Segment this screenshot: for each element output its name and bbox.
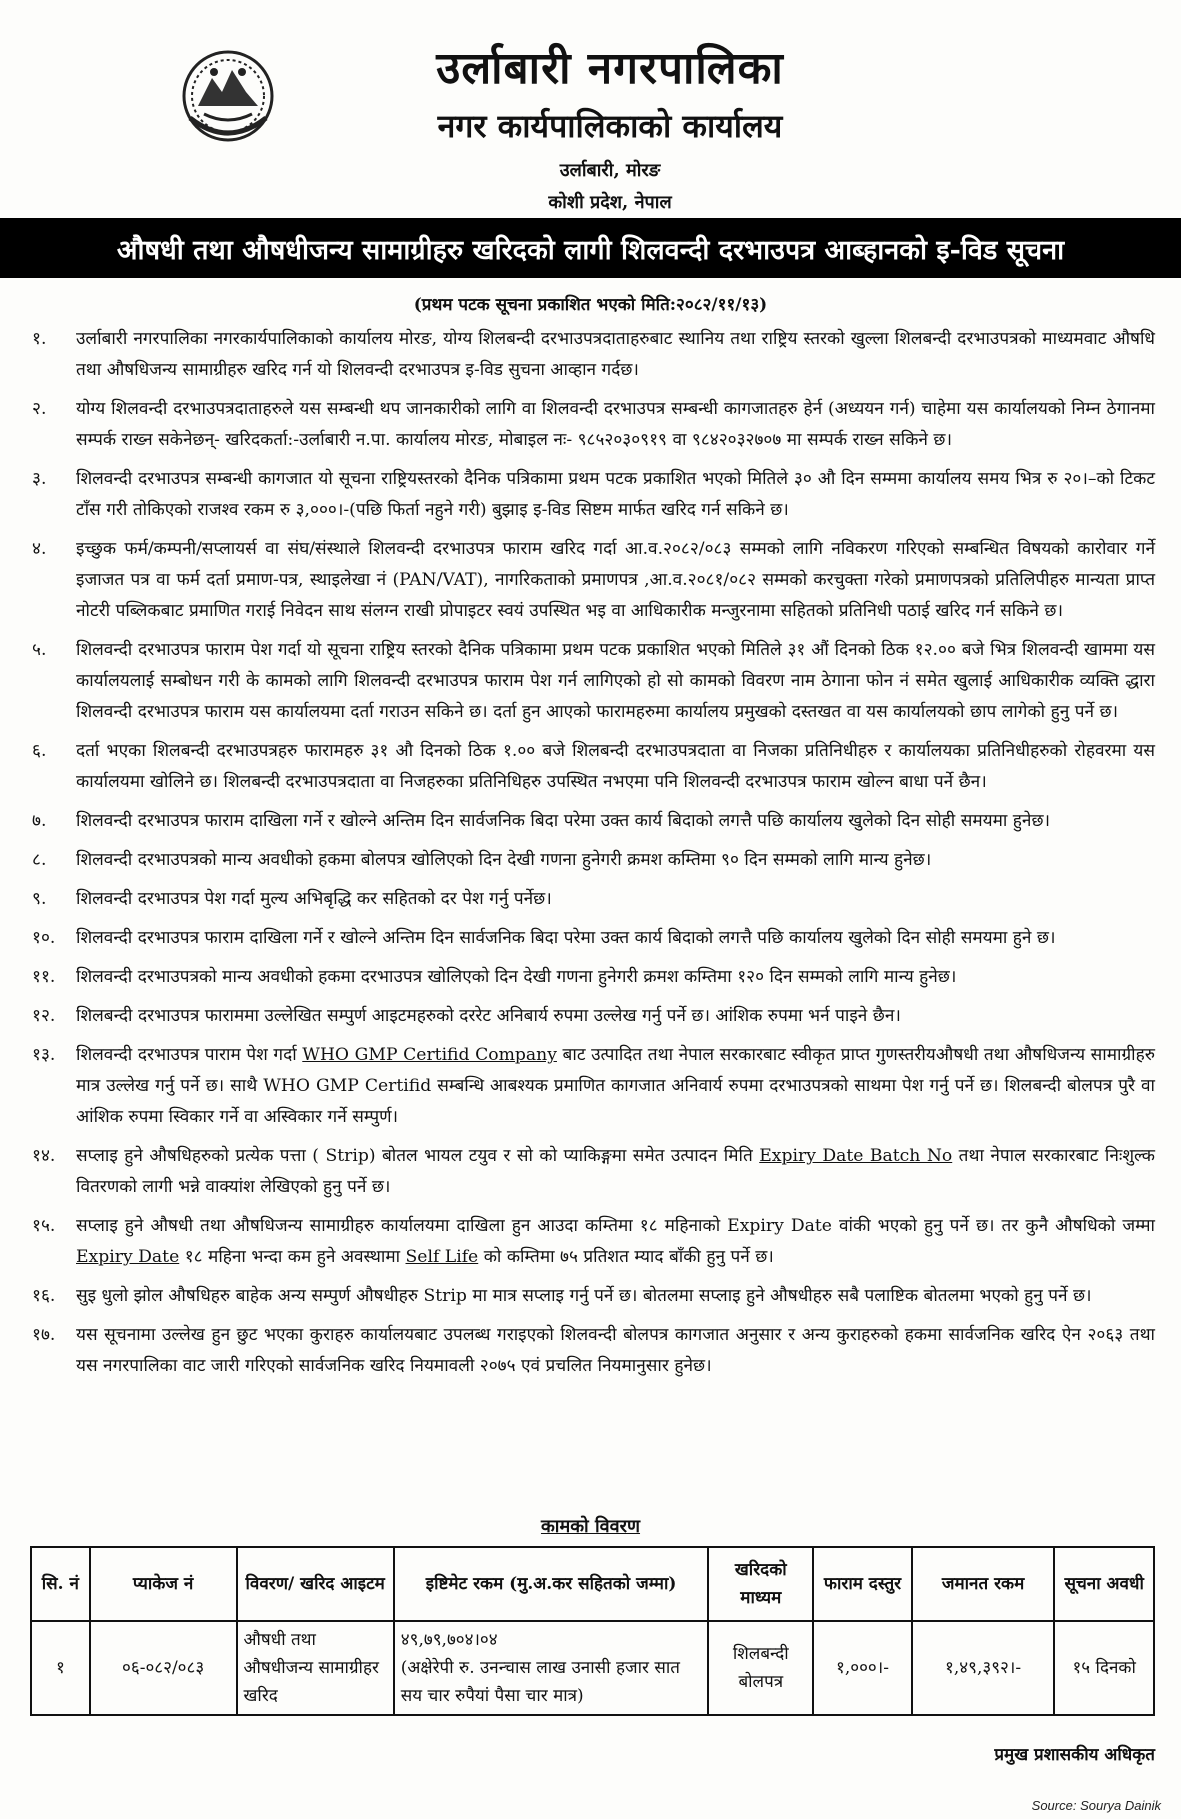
column-header: विवरण/ खरिद आइटम: [237, 1547, 394, 1621]
municipality-title: उर्लाबारी नगरपालिका: [436, 43, 784, 94]
item-number: ९.: [32, 889, 47, 909]
item-number: १३.: [32, 1045, 56, 1065]
item-text-part: सप्लाइ हुने औषधिहरुको प्रत्येक पत्ता ( Strip) बोतल भायल टयुव र सो को प्याकिङ्गमा समेत उत्पादन मिति: [76, 1146, 760, 1166]
item-text: दर्ता भएका शिलबन्दी दरभाउपत्रहरु फारामहरु ३१ औ दिनको ठिक १.०० बजे शिलबन्दी दरभाउपत्रदाता वा निजका प्रतिनिधीहरु र कार्यालयका प्रतिनिधीहरुको रोहवरमा यस कार्यालयमा खोलिने छ। शिलबन्दी दरभाउपत्रदाता वा निजहरुका प्रतिनिधिहरु उपस्थित नभएमा पनि शिलवन्दी दरभाउपत्र फाराम खोल्न बाधा पर्ने छैन।: [76, 741, 1155, 792]
item-number: ४.: [32, 539, 47, 559]
item-text-part: शिलवन्दी दरभाउपत्र पाराम पेश गर्दा: [76, 1045, 303, 1065]
item-number: २.: [32, 399, 47, 419]
cell-package: ०६-०८२/०८३: [90, 1621, 237, 1715]
item-text: शिलवन्दी दरभाउपत्र पेश गर्दा मुल्य अभिबृद्धि कर सहितको दर पेश गर्नु पर्नेछ।: [76, 889, 552, 909]
item-number: १६.: [32, 1286, 56, 1306]
work-details-table: [30, 1546, 1155, 1716]
column-header: इष्टिमेट रकम (मु.अ.कर सहितको जम्मा): [394, 1547, 709, 1621]
cell-security: १,४९,३९२।-: [912, 1621, 1055, 1715]
item-number: ३.: [32, 469, 47, 489]
list-item: [30, 534, 1155, 627]
cell-method: शिलबन्दी बोलपत्र: [708, 1621, 813, 1715]
address-line-1: उर्लाबारी, मोरङ: [559, 160, 661, 181]
item-text: [76, 1040, 1155, 1133]
item-text-part: तथा नेपाल सरकारबाट निःशुल्क वितरणको लागी भन्ने वाक्यांश लेखिएको हुनु पर्ने छ।: [76, 1146, 1156, 1197]
item-text: सुइ धुलो झोल औषधिहरु बाहेक अन्य सम्पुर्ण औषधीहरु Strip मा मात्र सप्लाइ गर्नु पर्ने छ। बोतलमा सप्लाइ हुने औषधीहरु सबै पलाष्टिक बोतलमा भएको हुनु पर्ने छ।: [76, 1286, 1092, 1306]
column-header: जमानत रकम: [912, 1547, 1055, 1621]
item-number: १.: [32, 329, 47, 349]
column-header: प्याकेज नं: [90, 1547, 237, 1621]
address-line-2: कोशी प्रदेश, नेपाल: [548, 192, 672, 213]
list-item: [30, 1141, 1155, 1203]
item-number: १२.: [32, 1006, 56, 1026]
notice-banner: औषधी तथा औषधीजन्य सामाग्रीहरु खरिदको लागी शिलवन्दी दरभाउपत्र आब्हानको इ-विड सूचना: [0, 218, 1181, 278]
list-item: [30, 845, 1155, 876]
underlined-text: Expiry Date Batch No: [759, 1146, 953, 1166]
estimate-amount: ४९,७९,७०४।०४: [400, 1630, 498, 1650]
list-item: [30, 736, 1155, 798]
list-item: [30, 1040, 1155, 1133]
table-row: [31, 1621, 1154, 1715]
item-text-part: सप्लाइ हुने औषधी तथा औषधिजन्य सामाग्रीहरु कार्यालयमा दाखिला हुन आउदा कम्तिमा १८ महिनाको Expiry Date वांकी भएको हुनु पर्ने छ। तर कुनै औषधिको जम्मा: [76, 1216, 1155, 1236]
underlined-text: WHO GMP Certifid Company: [302, 1045, 557, 1065]
underlined-text: Self Life: [405, 1247, 479, 1267]
work-table-title: [0, 1514, 1181, 1538]
item-number: ११.: [32, 967, 56, 987]
column-header: खरिदको माध्यम: [708, 1547, 813, 1621]
item-text: यस सूचनामा उल्लेख हुन छुट भएका कुराहरु कार्यालयबाट उपलब्ध गराइएको शिलवन्दी बोलपत्र कागजात अनुसार र अन्य कुराहरुको हकमा सार्वजनिक खरिद ऐन २०६३ तथा यस नगरपालिका वाट जारी गरिएको सार्वजनिक खरिद नियमावली २०७५ एवं प्रचलित नियमानुसार हुनेछ।: [76, 1325, 1155, 1376]
item-number: १७.: [32, 1325, 56, 1345]
item-text: उर्लाबारी नगरपालिका नगरकार्यपालिकाको कार्यालय मोरङ, योग्य शिलबन्दी दरभाउपत्रदाताहरुबाट स्थानिय तथा राष्ट्रिय स्तरको खुल्ला शिलबन्दी दरभाउपत्रको माध्यमवाट औषधि तथा औषधिजन्य सामाग्रीहरु खरिद गर्न यो शिलवन्दी दरभाउपत्र इ-विड सुचना आव्हान गर्दछ।: [76, 329, 1155, 380]
list-item: [30, 884, 1155, 915]
list-item: [30, 324, 1155, 386]
item-text: शिलवन्दी दरभाउपत्रको मान्य अवधीको हकमा बोलपत्र खोलिएको दिन देखी गणना हुनेगरी क्रमश कम्तिमा ९० दिन सम्मको लागि मान्य हुनेछ।: [76, 850, 932, 870]
notice-items: [30, 324, 1155, 1390]
work-table-title-text: कामको विवरण: [540, 1516, 641, 1537]
office-title: नगर कार्यपालिकाको कार्यालय: [437, 107, 783, 145]
item-text: [76, 1211, 1155, 1273]
cell-item: औषधी तथा औषधीजन्य सामाग्रीहर खरिद: [237, 1621, 394, 1715]
column-header: सूचना अवधी: [1054, 1547, 1154, 1621]
cell-fee: १,०००।-: [813, 1621, 912, 1715]
list-item: [30, 464, 1155, 526]
list-item: [30, 1281, 1155, 1312]
list-item: [30, 635, 1155, 728]
nepal-emblem-icon: [176, 48, 280, 144]
item-number: ६.: [32, 741, 47, 761]
item-text: शिलवन्दी दरभाउपत्र फाराम दाखिला गर्ने र खोल्ने अन्तिम दिन सार्वजनिक बिदा परेमा उक्त कार्य बिदाको लगत्तै पछि कार्यालय खुलेको दिन सोही समयमा हुनेछ।: [76, 811, 1051, 831]
item-text: [76, 1141, 1155, 1203]
cell-period: १५ दिनको: [1054, 1621, 1154, 1715]
underlined-text: Expiry Date: [76, 1247, 180, 1267]
list-item: [30, 923, 1155, 954]
list-item: [30, 1001, 1155, 1032]
source-credit: Source: Sourya Dainik: [1031, 1798, 1161, 1813]
list-item: [30, 1211, 1155, 1273]
item-number: ५.: [32, 640, 47, 660]
publication-date: (प्रथम पटक सूचना प्रकाशित भएको मिति:२०८२/११/१३): [413, 295, 768, 315]
item-text: शिलवन्दी दरभाउपत्र फाराम पेश गर्दा यो सूचना राष्ट्रिय स्तरको दैनिक पत्रिकामा प्रथम पटक प्रकाशित भएको मितिले ३१ औं दिनको ठिक १२.०० बजे भित्र शिलवन्दी खाममा यस कार्यालयलाई सम्बोधन गरी के कामको लागि शिलवन्दी दरभाउपत्र फाराम पेश गर्न लागिएको हो सो कामको विवरण नाम ठेगाना फोन नं समेत खुलाई आधिकारीक व्यक्ति द्धारा शिलवन्दी दरभाउपत्र फाराम यस कार्यालयमा दर्ता गराउन सकिने छ। दर्ता हुन आएको फारामहरुमा कार्यालय प्रमुखको दस्तखत वा यस कार्यालयको छाप लागेको हुनु पर्ने छ।: [76, 640, 1155, 722]
item-text-part: बाट उत्पादित तथा नेपाल सरकारबाट स्वीकृत प्राप्त गुणस्तरीयऔषधी तथा औषधिजन्य सामाग्रीहरु मात्र उल्लेख गर्नु पर्ने छ। साथै WHO GMP Certifid सम्बन्धि आबश्यक प्रमाणित कागजात अनिवार्य रुपमा दरभाउपत्रको साथमा पेश गर्नु पर्ने छ। शिलबन्दी बोलपत्र पुरै वा आंशिक रुपमा स्विकार गर्ने वा अस्विकार गर्ने सम्पुर्ण।: [76, 1045, 1156, 1127]
item-text: शिलवन्दी दरभाउपत्र सम्बन्धी कागजात यो सूचना राष्ट्रियस्तरको दैनिक पत्रिकामा प्रथम पटक प्रकाशित भएको मितिले ३० औ दिन सम्ममा कार्यालय समय भित्र रु २०।–को टिकट टाँस गरी तोकिएको राजश्व रकम रु ३,०००।-(पछि फिर्ता नहुने गरी) बुझाइ इ-विड सिष्टम मार्फत खरिद गर्न सकिने छ।: [76, 469, 1155, 520]
item-text: शिलवन्दी दरभाउपत्रको मान्य अवधीको हकमा दरभाउपत्र खोलिएको दिन देखी गणना हुनेगरी क्रमश कम्तिमा १२० दिन सम्मको लागि मान्य हुनेछ।: [76, 967, 957, 987]
item-number: ८.: [32, 850, 47, 870]
item-text: शिलवन्दी दरभाउपत्र फाराम दाखिला गर्ने र खोल्ने अन्तिम दिन सार्वजनिक बिदा परेमा उक्त कार्य बिदाको लगत्तै पछि कार्यालय खुलेको दिन सोही समयमा हुने छ।: [76, 928, 1056, 948]
item-text-part: को कम्तिमा ७५ प्रतिशत म्याद बाँकी हुनु पर्ने छ।: [478, 1247, 774, 1267]
item-text: योग्य शिलवन्दी दरभाउपत्रदाताहरुले यस सम्बन्धी थप जानकारीको लागि वा शिलवन्दी दरभाउपत्र सम्बन्धी कागजातहरु हेर्न (अध्ययन गर्न) चाहेमा यस कार्यालयको निम्न ठेगानमा सम्पर्क राख्न सकेनेछन्- खरिदकर्ता:-उर्लाबारी न.पा. कार्यालय मोरङ, मोबाइल नः- ९८५२०३०९१९ वा ९८४२०३२७०७ मा सम्पर्क राख्न सकिने छ।: [76, 399, 1155, 450]
item-number: ७.: [32, 811, 47, 831]
list-item: [30, 806, 1155, 837]
table-header-row: [31, 1547, 1154, 1621]
list-item: [30, 1320, 1155, 1382]
item-number: १४.: [32, 1146, 56, 1166]
cell-estimate: [394, 1621, 709, 1715]
estimate-words: (अक्षेरेपी रु. उनन्चास लाख उनासी हजार सात सय चार रुपैयां पैसा चार मात्र): [400, 1658, 680, 1706]
signature-title: प्रमुख प्रशासकीय अधिकृत: [994, 1745, 1155, 1765]
column-header: सि. नं: [31, 1547, 90, 1621]
item-number: १०.: [32, 928, 56, 948]
column-header: फाराम दस्तुर: [813, 1547, 912, 1621]
item-text-part: १८ महिना भन्दा कम हुने अवस्थामा: [179, 1247, 406, 1267]
item-text: इच्छुक फर्म/कम्पनी/सप्लायर्स वा संघ/संस्थाले शिलवन्दी दरभाउपत्र फाराम खरिद गर्दा आ.व.२०८२/०८३ सम्मको लागि नविकरण गरिएको सम्बन्धित विषयको कारोवार गर्ने इजाजत पत्र वा फर्म दर्ता प्रमाण-पत्र, स्थाइलेखा नं (PAN/VAT), नागरिकताको प्रमाणपत्र ,आ.व.२०८१/०८२ सम्मको करचुक्ता गरेको प्रमाणपत्रको प्रतिलिपीहरु मान्यता प्राप्त नोटरी पब्लिकबाट प्रमाणित गराई निवेदन साथ संलग्न राखी प्रोपाइटर स्वयं उपस्थित भइ वा आधिकारीक मन्जुरनामा सहितको प्रतिनिधी पठाई खरिद गर्न सकिने छ।: [76, 539, 1155, 621]
item-text: शिलबन्दी दरभाउपत्र फाराममा उल्लेखित सम्पुर्ण आइटमहरुको दररेट अनिबार्य रुपमा उल्लेख गर्नु पर्ने छ। आंशिक रुपमा भर्न पाइने छैन।: [76, 1006, 901, 1026]
header: [0, 18, 1181, 213]
list-item: [30, 394, 1155, 456]
list-item: [30, 962, 1155, 993]
item-number: १५.: [32, 1216, 56, 1236]
cell-serial: १: [31, 1621, 90, 1715]
